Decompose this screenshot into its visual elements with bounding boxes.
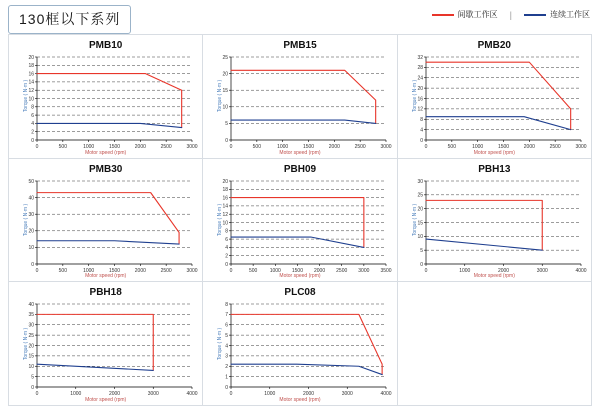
svg-text:2500: 2500	[549, 144, 561, 150]
svg-text:6: 6	[31, 112, 34, 119]
legend	[432, 9, 590, 20]
svg-text:4000: 4000	[186, 391, 198, 398]
svg-text:0: 0	[31, 385, 34, 392]
svg-text:28: 28	[417, 65, 423, 72]
legend-separator: |	[509, 9, 512, 20]
chart-cell-pbh18	[9, 282, 203, 406]
svg-text:12: 12	[222, 211, 229, 218]
svg-text:32: 32	[417, 54, 423, 61]
svg-text:0: 0	[229, 391, 233, 398]
y-axis-label: Torque ( N·m )	[411, 203, 418, 237]
svg-text:0: 0	[35, 267, 39, 274]
y-axis-label: Torque ( N·m )	[411, 80, 418, 113]
svg-text:2000: 2000	[497, 267, 509, 274]
svg-text:20: 20	[222, 178, 229, 185]
svg-text:6: 6	[225, 322, 229, 329]
svg-text:2500: 2500	[160, 144, 172, 150]
svg-text:20: 20	[417, 206, 423, 213]
svg-text:3000: 3000	[536, 267, 548, 274]
chart-plot	[203, 298, 396, 405]
legend-swatch-continuous	[524, 14, 546, 16]
svg-text:0: 0	[225, 261, 229, 268]
x-axis-label: Motor speed (rpm)	[473, 273, 515, 280]
svg-text:10: 10	[222, 219, 229, 226]
svg-text:2000: 2000	[108, 391, 121, 398]
svg-text:1000: 1000	[471, 144, 483, 150]
page-title: 130框以下系列	[8, 5, 131, 34]
svg-text:8: 8	[31, 104, 34, 111]
svg-text:0: 0	[419, 261, 423, 268]
chart-title: PBH09	[283, 163, 317, 175]
svg-text:2000: 2000	[134, 144, 146, 150]
svg-text:500: 500	[58, 267, 68, 274]
svg-text:7: 7	[225, 312, 229, 319]
svg-text:4000: 4000	[575, 267, 587, 274]
svg-text:12: 12	[417, 106, 423, 113]
svg-text:4: 4	[225, 343, 229, 350]
svg-text:0: 0	[31, 261, 34, 268]
svg-text:2000: 2000	[314, 267, 326, 274]
svg-text:4: 4	[31, 121, 34, 128]
svg-text:0: 0	[225, 137, 229, 144]
chart-title: PMB10	[88, 40, 123, 51]
svg-text:2000: 2000	[329, 144, 341, 150]
svg-text:3: 3	[225, 354, 229, 361]
x-axis-label: Motor speed (rpm)	[85, 396, 127, 403]
chart-title: PMB15	[283, 40, 317, 51]
chart-cell-pmb15	[203, 35, 397, 159]
svg-text:4: 4	[419, 127, 423, 134]
chart-cell-pmb30	[9, 159, 203, 283]
chart-title: PMB20	[477, 40, 511, 51]
svg-text:10: 10	[28, 96, 34, 103]
svg-text:2: 2	[225, 364, 229, 371]
svg-text:5: 5	[225, 333, 229, 340]
svg-text:0: 0	[424, 267, 428, 274]
svg-text:20: 20	[28, 54, 34, 61]
chart-plot	[9, 298, 202, 405]
y-axis-label: Torque ( N·m )	[23, 80, 30, 113]
svg-text:10: 10	[222, 104, 229, 111]
svg-text:35: 35	[28, 312, 34, 319]
chart-plot	[398, 175, 591, 282]
chart-cell-empty	[398, 282, 592, 406]
svg-text:40: 40	[28, 302, 34, 309]
svg-text:30: 30	[28, 322, 34, 329]
chart-title: PMB30	[88, 163, 123, 175]
svg-text:3000: 3000	[342, 391, 354, 398]
svg-text:1000: 1000	[277, 144, 289, 150]
svg-text:5: 5	[419, 247, 423, 254]
svg-text:20: 20	[222, 71, 229, 78]
x-axis-label: Motor speed (rpm)	[279, 273, 321, 280]
svg-text:2000: 2000	[303, 391, 315, 398]
legend-label-intermittent: 间歇工作区	[457, 10, 498, 19]
svg-text:10: 10	[28, 364, 34, 371]
svg-text:4: 4	[225, 244, 229, 251]
svg-text:1500: 1500	[303, 144, 315, 150]
chart-cell-pbh13	[398, 159, 592, 283]
svg-text:5: 5	[225, 121, 229, 128]
svg-text:3500: 3500	[380, 267, 392, 274]
svg-text:25: 25	[28, 333, 34, 340]
svg-text:2500: 2500	[336, 267, 348, 274]
y-axis-label: Torque ( N·m )	[217, 80, 224, 113]
legend-item-intermittent	[432, 9, 498, 20]
y-axis-label: Torque ( N·m )	[23, 327, 30, 360]
svg-text:2000: 2000	[523, 144, 535, 150]
svg-text:30: 30	[417, 178, 423, 185]
sheet-header	[0, 0, 600, 34]
svg-text:1000: 1000	[83, 267, 95, 274]
chart-cell-pbh09	[203, 159, 397, 283]
chart-title: PBH18	[89, 287, 122, 299]
svg-text:3000: 3000	[380, 144, 392, 150]
chart-cell-pmb10	[9, 35, 203, 159]
svg-text:500: 500	[58, 144, 68, 150]
chart-title: PLC08	[284, 287, 316, 299]
y-axis-label: Torque ( N·m )	[217, 203, 224, 237]
chart-plot	[9, 51, 202, 158]
svg-text:0: 0	[424, 144, 428, 150]
legend-item-continuous	[524, 9, 590, 20]
svg-text:15: 15	[417, 219, 423, 226]
svg-text:14: 14	[28, 79, 34, 86]
svg-text:6: 6	[225, 236, 229, 243]
svg-text:0: 0	[35, 391, 39, 398]
svg-text:20: 20	[417, 85, 423, 92]
svg-text:20: 20	[28, 343, 34, 350]
svg-text:25: 25	[222, 54, 229, 61]
svg-text:3000: 3000	[186, 144, 198, 150]
chart-title: PBH13	[478, 163, 511, 175]
svg-text:1500: 1500	[497, 144, 509, 150]
svg-text:2500: 2500	[354, 144, 367, 150]
y-axis-label: Torque ( N·m )	[23, 203, 30, 237]
svg-text:0: 0	[31, 137, 34, 144]
svg-text:8: 8	[419, 117, 423, 124]
x-axis-label: Motor speed (rpm)	[279, 396, 321, 403]
svg-text:16: 16	[417, 96, 423, 103]
svg-text:3000: 3000	[575, 144, 587, 150]
svg-text:1500: 1500	[108, 267, 121, 274]
svg-text:1000: 1000	[264, 391, 276, 398]
chart-grid	[8, 34, 592, 406]
svg-text:0: 0	[229, 267, 233, 274]
svg-text:2: 2	[31, 129, 34, 136]
svg-text:16: 16	[28, 71, 34, 78]
chart-plot	[9, 175, 202, 282]
svg-text:2: 2	[225, 253, 229, 260]
svg-text:15: 15	[28, 354, 34, 361]
svg-text:8: 8	[225, 228, 229, 235]
svg-text:50: 50	[28, 178, 34, 185]
chart-plot	[203, 51, 396, 158]
svg-text:500: 500	[252, 144, 262, 150]
svg-text:18: 18	[28, 63, 34, 70]
svg-text:1500: 1500	[108, 144, 121, 150]
chart-cell-pmb20	[398, 35, 592, 159]
y-axis-label: Torque ( N·m )	[217, 327, 224, 360]
svg-text:0: 0	[229, 144, 233, 150]
x-axis-label: Motor speed (rpm)	[279, 149, 321, 156]
svg-text:1500: 1500	[292, 267, 304, 274]
chart-cell-plc08	[203, 282, 397, 406]
svg-text:14: 14	[222, 203, 229, 210]
svg-text:40: 40	[28, 195, 34, 202]
svg-text:500: 500	[249, 267, 258, 274]
svg-text:1000: 1000	[270, 267, 282, 274]
svg-text:2000: 2000	[134, 267, 146, 274]
svg-text:10: 10	[28, 244, 34, 251]
svg-text:1: 1	[225, 374, 229, 381]
svg-text:30: 30	[28, 211, 34, 218]
svg-text:3000: 3000	[186, 267, 198, 274]
svg-text:3000: 3000	[147, 391, 159, 398]
svg-text:0: 0	[225, 385, 229, 392]
svg-text:24: 24	[417, 75, 423, 82]
legend-swatch-intermittent	[432, 14, 454, 16]
svg-text:8: 8	[225, 302, 229, 309]
svg-text:0: 0	[419, 137, 423, 144]
svg-text:0: 0	[35, 144, 39, 150]
svg-text:15: 15	[222, 88, 229, 94]
svg-text:25: 25	[417, 192, 423, 199]
svg-text:4000: 4000	[380, 391, 392, 398]
chart-plot	[398, 51, 591, 158]
legend-label-continuous: 连续工作区	[550, 10, 590, 19]
x-axis-label: Motor speed (rpm)	[85, 149, 127, 156]
svg-text:12: 12	[28, 88, 34, 94]
svg-text:5: 5	[31, 374, 34, 381]
svg-text:3000: 3000	[358, 267, 370, 274]
svg-text:10: 10	[417, 233, 423, 240]
svg-text:20: 20	[28, 228, 34, 235]
svg-text:500: 500	[447, 144, 456, 150]
x-axis-label: Motor speed (rpm)	[85, 273, 127, 280]
svg-text:2500: 2500	[160, 267, 172, 274]
svg-text:1000: 1000	[83, 144, 95, 150]
svg-text:16: 16	[222, 195, 229, 202]
svg-text:1000: 1000	[458, 267, 470, 274]
svg-text:18: 18	[222, 186, 229, 193]
svg-text:1000: 1000	[70, 391, 82, 398]
chart-plot	[203, 175, 396, 282]
x-axis-label: Motor speed (rpm)	[473, 149, 515, 156]
